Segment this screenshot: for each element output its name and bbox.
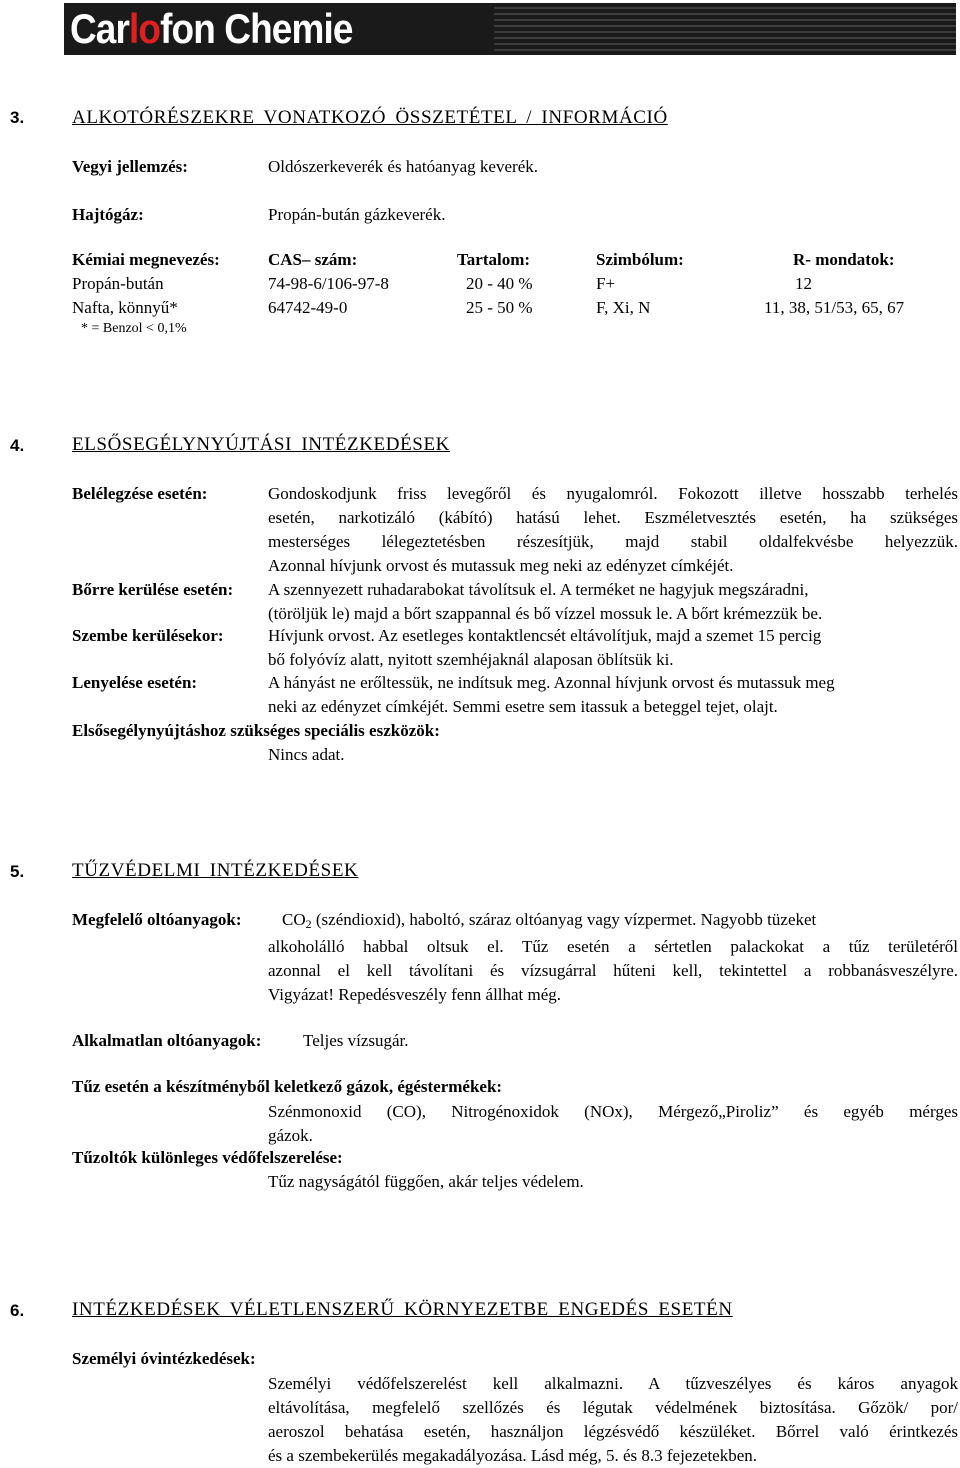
section-6-title: INTÉZKEDÉSEK VÉLETLENSZERŰ KÖRNYEZETBE ENGEDÉS ESETÉN [72, 1299, 733, 1320]
table-cell: 25 - 50 % [466, 298, 533, 317]
section-5-number: 5. [10, 862, 25, 881]
text-line: és a szembekerülés megakadályozása. Lásd még, 5. és 8.3 fejezetekben. [268, 1446, 758, 1465]
text-line: esetén, narkotizáló (kábító) hatású lehet. Eszméletvesztés esetén, ha szükséges [268, 508, 958, 527]
section-6-number: 6. [10, 1301, 25, 1320]
borre-text [268, 578, 938, 626]
szembe-label: Szembe kerülésekor: [72, 626, 224, 645]
text-line: Azonnal hívjunk orvost és mutassuk meg neki az edényzet címkéjét. [268, 556, 734, 575]
text-line: Hívjunk orvost. Az esetleges kontaktlencsét eltávolítjuk, majd a szemet 15 percig [268, 626, 822, 645]
text-line: Vigyázat! Repedésveszély fenn állhat még. [268, 985, 562, 1004]
alkalmatlan-label: Alkalmatlan oltóanyagok: [72, 1031, 262, 1050]
header [0, 0, 960, 58]
text-line: (töröljük le) majd a bőrt szappannal és bő vízzel mossuk le. A bőrt krémezzük be. [268, 604, 823, 623]
text-line: Gondoskodjunk friss levegőről és nyugalomról. Fokozott illetve hosszabb terhelés [268, 484, 958, 503]
belegzes-label: Belélegzése esetén: [72, 484, 208, 503]
alkalmatlan-value: Teljes vízsugár. [303, 1031, 409, 1050]
vegyi-label: Vegyi jellemzés: [72, 157, 188, 176]
logo-stripes [494, 3, 956, 55]
table-cell: 74-98-6/106-97-8 [268, 274, 389, 293]
text-line: mesterséges lélegeztetésben részesítjük, majd stabil oldalfekvésbe helyezzük. [268, 532, 958, 551]
gazok-text [268, 1100, 958, 1148]
section-4-title: ELSŐSEGÉLYNYÚJTÁSI INTÉZKEDÉSEK [72, 434, 450, 455]
eszkozok-value: Nincs adat. [268, 745, 345, 764]
text-line: Szénmonoxid (CO), Nitrogénoxidok (NOx), Mérgező„Piroliz” és egyéb mérges [268, 1102, 958, 1121]
table-cell: F, Xi, N [596, 298, 651, 317]
vegyi-value: Oldószerkeverék és hatóanyag keverék. [268, 157, 538, 176]
section-3-title: ALKOTÓRÉSZEKRE VONATKOZÓ ÖSSZETÉTEL / INFORMÁCIÓ [72, 107, 668, 128]
section-5-title: TŰZVÉDELMI INTÉZKEDÉSEK [72, 860, 359, 881]
szembe-text [268, 624, 938, 672]
table-cell: Propán-bután [72, 274, 164, 293]
szemelyi-label: Személyi óvintézkedések: [72, 1349, 256, 1368]
belegzes-text [268, 482, 958, 578]
text-line: gázok. [268, 1126, 313, 1145]
borre-label: Bőrre kerülése esetén: [72, 580, 234, 599]
megfelelo-first-line: $CO_2$ (széndioxid), haboltó, száraz oltóanyag vagy vízpermet. Nagyobb tüzeket [282, 910, 817, 931]
company-logo [64, 3, 956, 55]
table-header: R- mondatok: [793, 250, 895, 269]
table-header: Tartalom: [457, 250, 531, 269]
text-line: azonnal el kell távolítani és vízsugárral hűteni kell, tekintettel a robbanásveszélyre. [268, 961, 958, 980]
section-4-number: 4. [10, 436, 25, 455]
eszkozok-label: Elsősegélynyújtáshoz szükséges speciális eszközök: [72, 721, 440, 740]
table-cell: 64742-49-0 [268, 298, 348, 317]
logo-text: Carlofon Chemie [70, 5, 353, 52]
text-line: eltávolítása, megfelelő szellőzés és légutak védelmének biztosítása. Gőzök/ por/ [268, 1398, 958, 1417]
text-line: alkoholálló habbal oltsuk el. Tűz esetén a sértetlen palackokat a tűz területéről [268, 937, 958, 956]
table-header: CAS– szám: [268, 250, 358, 269]
tuzoltok-value: Tűz nagyságától függően, akár teljes védelem. [268, 1172, 584, 1191]
text-line: aeroszol behatása esetén, használjon légzésvédő készüléket. Bőrrel való érintkezés [268, 1422, 958, 1441]
table-footnote: * = Benzol < 0,1% [81, 321, 187, 336]
megfelelo-text [268, 935, 958, 1007]
table-header: Kémiai megnevezés: [72, 250, 220, 269]
table-cell: 12 [795, 274, 812, 293]
table-cell: 11, 38, 51/53, 65, 67 [764, 298, 905, 317]
table-cell: Nafta, könnyű* [72, 298, 178, 317]
tuzoltok-label: Tűzoltók különleges védőfelszerelése: [72, 1148, 343, 1167]
text-line: A szennyezett ruhadarabokat távolítsuk el. A terméket ne hagyjuk megszáradni, [268, 580, 809, 599]
table-cell: 20 - 40 % [466, 274, 533, 293]
szemelyi-text [268, 1372, 958, 1468]
lenyeles-label: Lenyelése esetén: [72, 673, 198, 692]
hajto-value: Propán-bután gázkeverék. [268, 205, 446, 224]
text-line: neki az edényzet címkéjét. Semmi esetre sem itassuk a beteggel tejet, olajt. [268, 697, 778, 716]
hajto-label: Hajtógáz: [72, 205, 144, 224]
section-3-number: 3. [10, 108, 25, 127]
text-line: A hányást ne erőltessük, ne indítsuk meg. Azonnal hívjunk orvost és mutassuk meg [268, 673, 835, 692]
table-header: Szimbólum: [596, 250, 684, 269]
text-line: Személyi védőfelszerelést kell alkalmazni. A tűzveszélyes és káros anyagok [268, 1374, 958, 1393]
text-line: bő folyóvíz alatt, nyitott szemhéjaknál alaposan öblítsük ki. [268, 650, 674, 669]
table-cell: F+ [596, 274, 616, 293]
gazok-label: Tűz esetén a készítményből keletkező gázok, égéstermékek: [72, 1077, 503, 1096]
megfelelo-label: Megfelelő oltóanyagok: [72, 910, 242, 929]
lenyeles-text [268, 671, 958, 719]
